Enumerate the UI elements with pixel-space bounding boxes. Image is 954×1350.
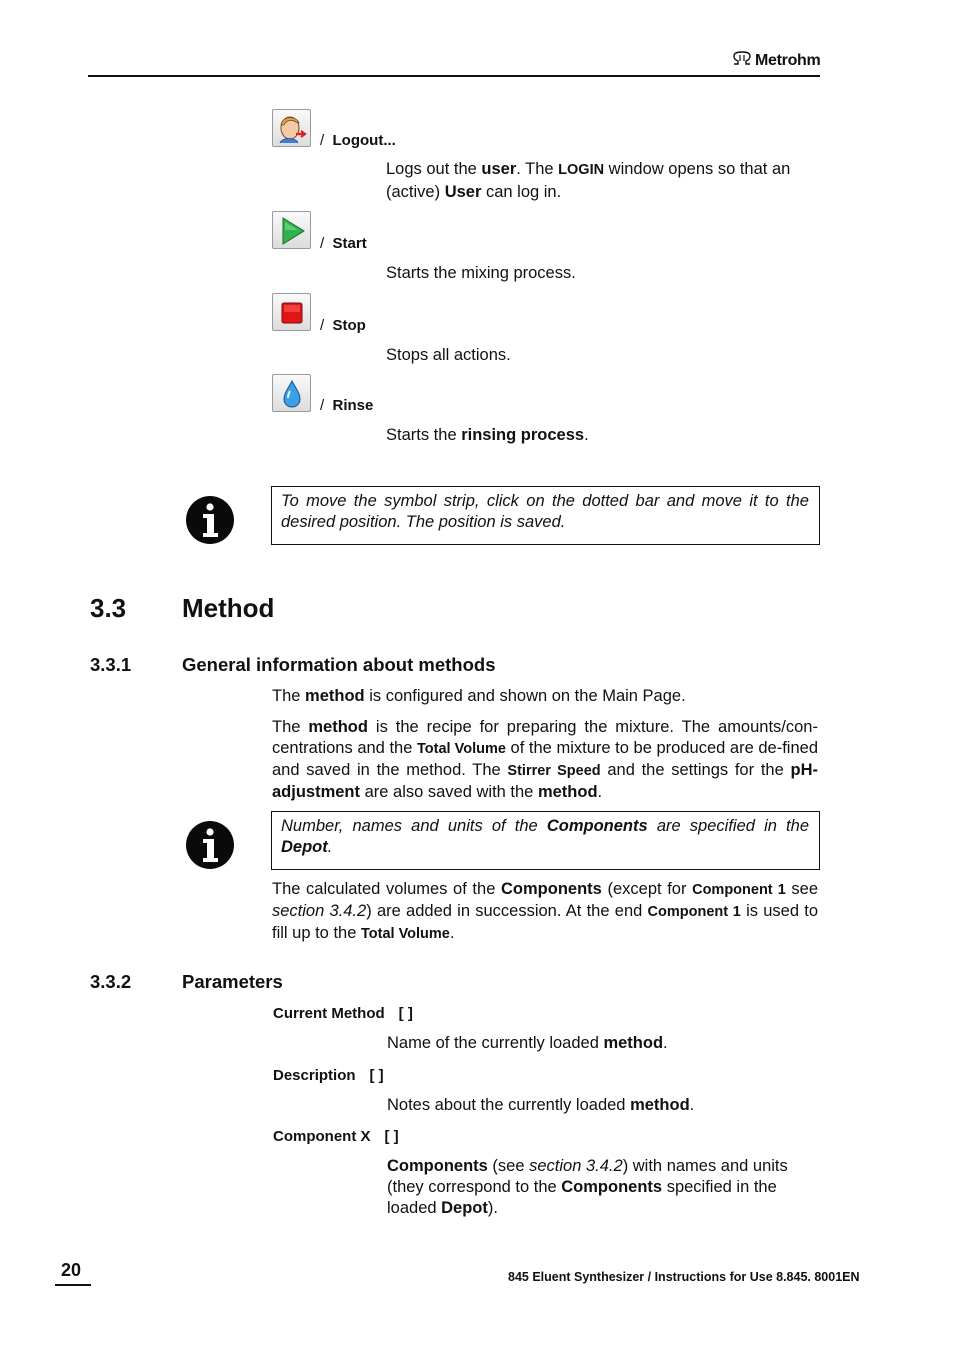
param-component-x: Component X [ ]: [273, 1128, 399, 1145]
start-play-icon: [272, 211, 311, 249]
tool-desc-start: Starts the mixing process.: [386, 264, 576, 282]
footer-text: 845 Eluent Synthesizer / Instructions for Use 8.845. 8001EN: [508, 1270, 860, 1284]
paragraph-method-config: The method is configured and shown on the Main Page.: [272, 687, 686, 705]
tool-label-stop: / Stop: [320, 317, 366, 334]
param-desc-component-x: Components (see section 3.4.2) with names and units (they correspond to the Components specified in the loaded Depot).: [387, 1157, 788, 1217]
tool-desc-rinse: Starts the rinsing process.: [386, 426, 589, 444]
param-desc-description: Notes about the currently loaded method.: [387, 1096, 695, 1114]
param-desc-current-method: Name of the currently loaded method.: [387, 1034, 668, 1052]
tool-label-logout: / Logout...: [320, 132, 396, 149]
tool-desc-stop: Stops all actions.: [386, 346, 511, 364]
paragraph-calculated-volumes: The calculated volumes of the Components (except for Component 1 see section 3.4.2) are added in succession. At the end Component 1 is used to fill up to the Total Volume.: [272, 880, 819, 942]
header-rule: [88, 75, 820, 77]
note-symbol-strip: To move the symbol strip, click on the dotted bar and move it to the desired position. The position is saved.: [271, 486, 820, 545]
rinse-drop-icon: [272, 374, 311, 412]
tool-label-start: / Start: [320, 235, 367, 252]
info-icon: [186, 821, 234, 869]
info-icon: [186, 496, 234, 544]
tool-desc-logout: Logs out the user. The LOGIN window opens so that an (active) User can log in.: [386, 160, 791, 201]
stop-square-icon: [272, 293, 311, 331]
subsection-heading-general: 3.3.1 General information about methods: [90, 654, 496, 675]
note-components: Number, names and units of the Components are specified in the Depot.: [271, 811, 820, 870]
logout-user-icon: [272, 109, 311, 147]
paragraph-method-recipe: The method is the recipe for preparing the mixture. The amounts/con-centrations and the Total Volume of the mixture to be produced are de-fined and saved in the method. The Stirrer Speed and the settings for the pH-adjustment are also saved with the method.: [272, 718, 819, 801]
logo-text: Metrohm: [755, 51, 821, 69]
param-current-method: Current Method [ ]: [273, 1005, 413, 1022]
tool-label-rinse: / Rinse: [320, 397, 374, 414]
section-heading: 3.3 Method: [90, 593, 275, 623]
param-description: Description [ ]: [273, 1067, 384, 1084]
subsection-heading-parameters: 3.3.2 Parameters: [90, 971, 283, 992]
metrohm-omega-icon: [732, 51, 752, 70]
metrohm-logo: [732, 51, 820, 70]
page-number: 20: [55, 1260, 91, 1286]
